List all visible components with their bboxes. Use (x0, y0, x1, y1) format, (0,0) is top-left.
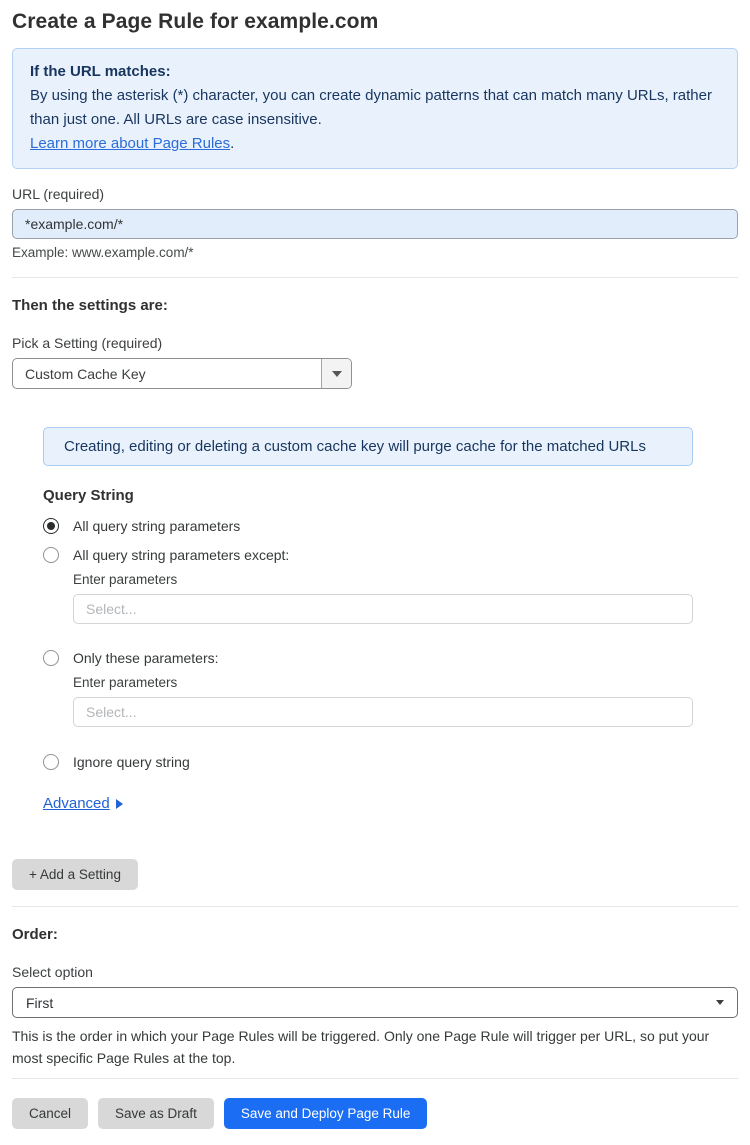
url-example-text: Example: www.example.com/* (12, 245, 194, 260)
add-setting-button[interactable]: + Add a Setting (12, 859, 138, 890)
radio-label: All query string parameters (73, 518, 241, 534)
link-suffix: . (230, 135, 235, 152)
order-dropdown-value: First (26, 994, 54, 1011)
radio-label: Ignore query string (73, 754, 190, 770)
order-heading: Order: (12, 926, 58, 943)
radio-option-only-these[interactable] (43, 650, 738, 666)
query-string-heading: Query String (43, 487, 134, 504)
radio-button-icon[interactable] (43, 547, 59, 563)
radio-option-all-except[interactable] (43, 547, 738, 563)
pick-setting-label: Pick a Setting (required) (12, 335, 163, 351)
chevron-down-icon (332, 371, 342, 377)
radio-button-icon[interactable] (43, 518, 59, 534)
info-box-heading: If the URL matches: (30, 63, 171, 80)
advanced-link-label: Advanced (43, 795, 110, 812)
page-title: Create a Page Rule for example.com (12, 10, 379, 33)
url-match-info-box (12, 48, 738, 169)
cancel-button[interactable]: Cancel (12, 1098, 88, 1129)
url-field-label: URL (required) (12, 186, 105, 202)
footer-actions (12, 1098, 738, 1129)
order-dropdown[interactable] (12, 987, 738, 1018)
chevron-down-icon (716, 1000, 724, 1005)
setting-dropdown-value: Custom Cache Key (25, 365, 146, 382)
radio-option-ignore-query-string[interactable] (43, 754, 738, 770)
order-help-text: This is the order in which your Page Rules will be triggered. Only one Page Rule will trigger per URL, so put your most specific Page Rules at the top. (12, 1028, 710, 1066)
advanced-link[interactable] (43, 795, 123, 812)
url-input[interactable] (12, 209, 738, 239)
learn-more-link[interactable]: Learn more about Page Rules (30, 135, 231, 152)
radio-label: All query string parameters except: (73, 547, 290, 563)
setting-dropdown-arrow-button[interactable] (321, 359, 351, 388)
save-as-draft-button[interactable]: Save as Draft (98, 1098, 214, 1129)
info-box-body: By using the asterisk (*) character, you can create dynamic patterns that can match many URLs, rather than just one. All URLs are case insensitive. (30, 87, 712, 128)
except-parameters-input[interactable] (73, 594, 693, 624)
setting-dropdown[interactable] (12, 358, 352, 389)
radio-label: Only these parameters: (73, 650, 219, 666)
arrow-right-icon (116, 799, 123, 809)
only-parameters-input[interactable] (73, 697, 693, 727)
add-setting-row (12, 813, 738, 890)
divider (12, 277, 738, 278)
settings-heading: Then the settings are: (12, 297, 168, 314)
cache-purge-notice-text: Creating, editing or deleting a custom cache key will purge cache for the matched URLs (64, 438, 646, 455)
advanced-link-row (12, 770, 738, 813)
order-select-label: Select option (12, 964, 93, 980)
radio-option-all-parameters[interactable] (43, 518, 738, 534)
radio-button-icon[interactable] (43, 650, 59, 666)
divider (12, 1078, 738, 1079)
enter-parameters-label: Enter parameters (73, 675, 178, 690)
save-and-deploy-button[interactable]: Save and Deploy Page Rule (224, 1098, 428, 1129)
enter-parameters-label: Enter parameters (73, 572, 178, 587)
cache-purge-notice (43, 427, 693, 466)
divider (12, 906, 738, 907)
radio-button-icon[interactable] (43, 754, 59, 770)
info-box-link-line (30, 132, 720, 156)
